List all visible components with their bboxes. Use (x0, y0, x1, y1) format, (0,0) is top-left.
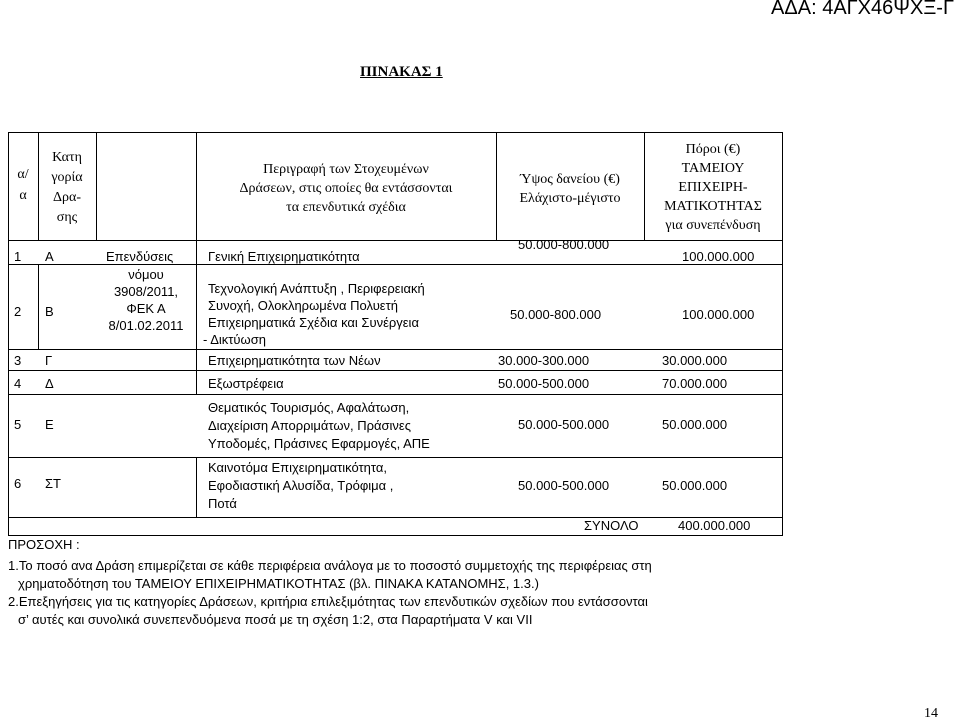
header-category: Κατη γορία Δρα- σης (51, 150, 83, 225)
row-3-desc: Επιχειρηματικότητα των Νέων (208, 353, 381, 368)
row-4-desc: Εξωστρέφεια (208, 376, 284, 391)
note-line: 2.Επεξηγήσεις για τις κατηγορίες Δράσεων, κριτήρια επιλεξιμότητας των επενδυτικών σχεδίων που εντάσσονται (8, 594, 648, 609)
row-3-num: 3 (14, 353, 22, 368)
law-label: νόμου 3908/2011, ΦΕΚ Α 8/01.02.2011 (108, 267, 184, 333)
row-5-cat: Ε (45, 417, 54, 432)
note-line: χρηματοδότηση του ΤΑΜΕΙΟΥ ΕΠΙΧΕΙΡΗΜΑΤΙΚΟΤΗΤΑΣ (βλ. ΠΙΝΑΚΑ ΚΑΤΑΝΟΜΗΣ, 1.3.) (18, 576, 539, 591)
row-2-loan: 50.000-800.000 (510, 307, 602, 322)
row-1-res: 100.000.000 (682, 249, 755, 264)
row-2-cat: Β (45, 304, 54, 319)
row-4-loan: 50.000-500.000 (498, 376, 590, 391)
row-1-desc: Γενική Επιχειρηματικότητα (208, 249, 360, 264)
row-4-num: 4 (14, 376, 22, 391)
row-2-num: 2 (14, 304, 22, 319)
row-3-loan: 30.000-300.000 (498, 353, 590, 368)
row-2-desc-tail: - Δικτύωση (203, 332, 266, 347)
row-2-res: 100.000.000 (682, 307, 755, 322)
notes (8, 557, 652, 629)
row-5-loan: 50.000-500.000 (518, 417, 610, 432)
row-6-res: 50.000.000 (662, 478, 728, 493)
row-6-num: 6 (14, 476, 22, 491)
row-1-loan: 50.000-800.000 (518, 237, 610, 252)
row-6-loan: 50.000-500.000 (518, 478, 610, 493)
total-label: ΣΥΝΟΛΟ (584, 518, 639, 533)
row-2-desc: Τεχνολογική Ανάπτυξη , Περιφερειακή Συνοχή, Ολοκληρωμένα Πολυετή Επιχειρηματικά Σχέδια και Συνέργεια (208, 281, 425, 330)
total-value: 400.000.000 (678, 518, 751, 533)
row-3-res: 30.000.000 (662, 353, 728, 368)
note-line: 1.Το ποσό ανα Δράση επιμερίζεται σε κάθε περιφέρεια ανάλογα με το ποσοστό συμμετοχής της περιφέρειας στη (8, 558, 652, 573)
row-4-cat: Δ (45, 376, 54, 391)
note-line: σ’ αυτές και συνολικά συνεπενδυόμενα ποσά με τη σχέση 1:2, στα Παραρτήματα V και VII (18, 612, 533, 627)
note-title: ΠΡΟΣΟΧΗ : (8, 537, 80, 552)
header-aa: α/ α (17, 167, 29, 203)
row-5-res: 50.000.000 (662, 417, 728, 432)
row-3-cat: Γ (45, 353, 53, 368)
row-4-res: 70.000.000 (662, 376, 728, 391)
page-number: 14 (924, 706, 938, 721)
row-5-desc: Θεματικός Τουρισμός, Αφαλάτωση, Διαχείριση Απορριμάτων, Πράσινες Υποδομές, Πράσινες Εφαρμογές, ΑΠΕ (208, 400, 430, 451)
header-description: Περιγραφή των Στοχευμένων Δράσεων, στις οποίες θα εντάσσονται τα επενδυτικά σχέδια (239, 162, 453, 215)
row-1-num: 1 (14, 249, 22, 264)
row-1-cat: Α (45, 249, 54, 264)
page-title: ΠΙΝΑΚΑΣ 1 (360, 64, 443, 80)
row-6-desc: Καινοτόμα Επιχειρηματικότητα, Εφοδιαστική Αλυσίδα, Τρόφιμα , Ποτά (208, 460, 394, 511)
header-loan: Ύψος δανείου (€) Ελάχιστο-μέγιστο (519, 172, 621, 206)
ada-code: ΑΔΑ: 4ΑΓΧ46ΨΧΞ-Γ (771, 0, 954, 19)
row-5-num: 5 (14, 417, 22, 432)
row-6-cat: ΣΤ (45, 476, 61, 491)
investments-label: Επενδύσεις (106, 249, 174, 264)
header-resources: Πόροι (€) ΤΑΜΕΙΟΥ ΕΠΙΧΕΙΡΗ- ΜΑΤΙΚΟΤΗΤΑΣ για συνεπένδυση (664, 142, 762, 233)
